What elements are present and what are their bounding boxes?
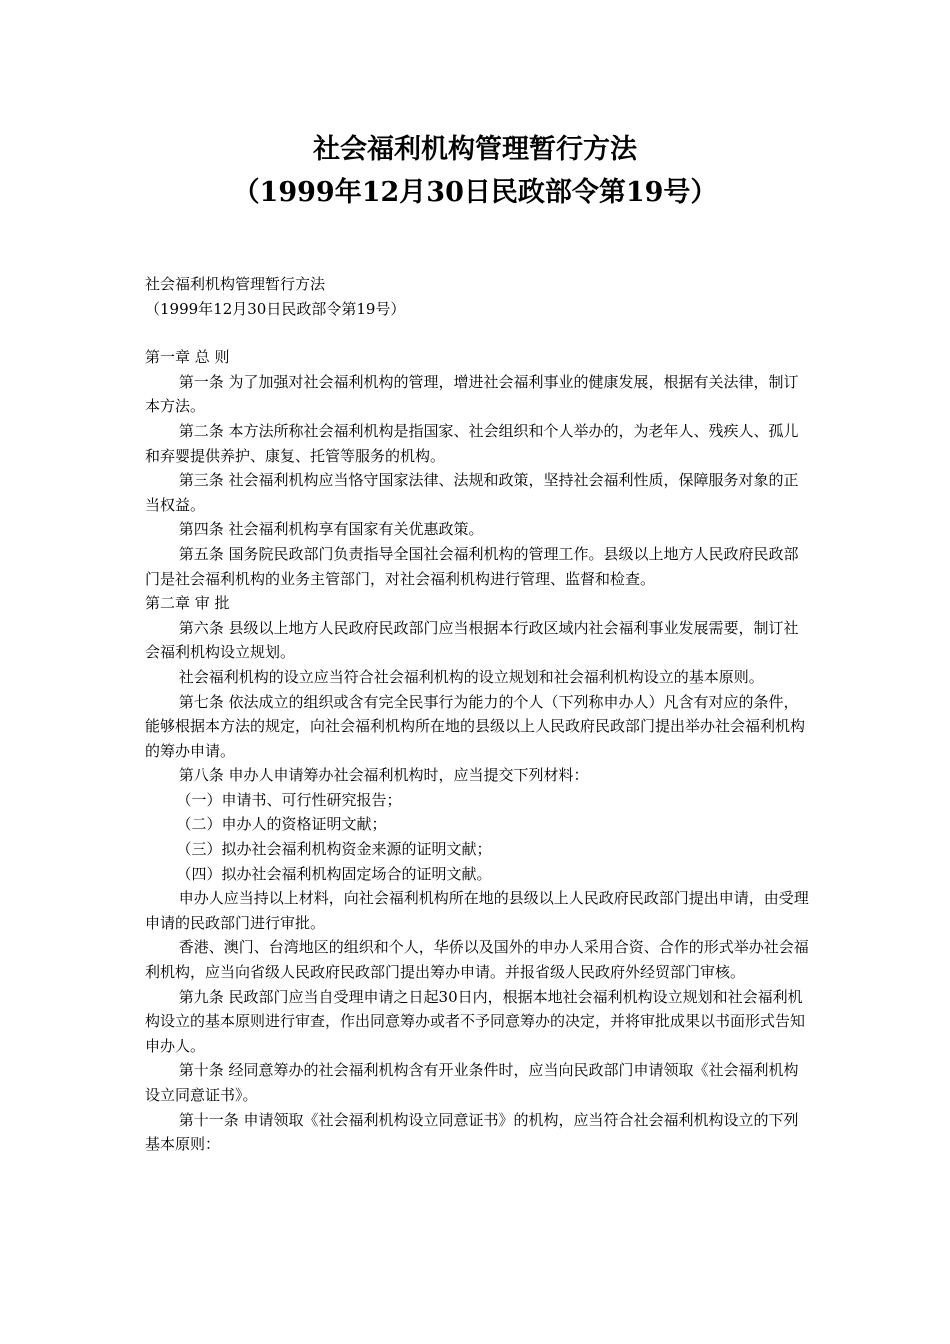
document-title: 社会福利机构管理暂行方法 — [313, 134, 637, 165]
article-2: 第二条 本方法所称社会福利机构是指国家、社会组织和个人举办的，为老年人、残疾人、孤儿和弃婴提供养护、康复、托管等服务的机构。 — [145, 421, 799, 465]
article-10: 第十条 经同意筹办的社会福利机构含有开业条件时，应当向民政部门申请领取《社会福利机构设立同意证书》。 — [145, 1061, 799, 1104]
article-7: 第七条 依法成立的组织或含有完全民事行为能力的个人（下列称申办人）凡含有对应的条件，能够根据本方法的规定，向社会福利机构所在地的县级以上人民政府民政部门提出举办社会福利机构的筹办申请。 — [145, 692, 806, 760]
intro-subtitle: （1999年12月30日民政部令第19号） — [145, 299, 406, 318]
article-9: 第九条 民政部门应当自受理申请之日起30日内，根据本地社会福利机构设立规划和社会福利机构设立的基本原则进行审查，作出同意筹办或者不予同意筹办的决定，并将审批成果以书面形式告知申办人。 — [145, 987, 806, 1055]
article-4: 第四条 社会福利机构享有国家有关优惠政策。 — [178, 520, 484, 539]
article-8-paragraph-2: 申办人应当持以上材料，向社会福利机构所在地的县级以上人民政府民政部门提出申请，由受理申请的民政部门进行审批。 — [145, 889, 809, 932]
paragraph-spacer — [145, 321, 813, 345]
article-6: 第六条 县级以上地方人民政府民政部门应当根据本行政区域内社会福利事业发展需要，制订社会福利机构设立规划。 — [145, 618, 799, 662]
chapter-1-heading: 第一章 总 则 — [145, 348, 230, 367]
article-8: 第八条 申办人申请筹办社会福利机构时，应当提交下列材料： — [178, 766, 589, 785]
article-8-item: （三）拟办社会福利机构资金来源的证明文献； — [176, 840, 492, 859]
article-3: 第三条 社会福利机构应当恪守国家法律、法规和政策，坚持社会福利性质，保障服务对象的正当权益。 — [145, 471, 799, 514]
article-8-item: （四）拟办社会福利机构固定场合的证明文献。 — [176, 864, 492, 883]
article-1: 第一条 为了加强对社会福利机构的管理，增进社会福利事业的健康发展，根据有关法律，制订本方法。 — [145, 372, 799, 416]
article-11: 第十一条 申请领取《社会福利机构设立同意证书》的机构，应当符合社会福利机构设立的下列基本原则： — [145, 1110, 799, 1154]
article-5: 第五条 国务院民政部门负责指导全国社会福利机构的管理工作。县级以上地方人民政府民政部门是社会福利机构的业务主管部门，对社会福利机构进行管理、监督和检查。 — [145, 544, 799, 588]
document-body — [145, 272, 813, 1157]
document-subtitle: （1999年12月30日民政部令第19号） — [232, 177, 718, 208]
article-6-paragraph-2: 社会福利机构的设立应当符合社会福利机构的设立规划和社会福利机构设立的基本原则。 — [178, 667, 764, 686]
chapter-2-heading: 第二章 审 批 — [145, 594, 230, 613]
document-header — [0, 128, 950, 214]
article-8-item: （二）申办人的资格证明文献； — [176, 815, 387, 834]
intro-title: 社会福利机构管理暂行方法 — [145, 275, 326, 293]
article-8-item: （一）申请书、可行性研究报告； — [176, 790, 402, 809]
article-8-paragraph-3: 香港、澳门、台湾地区的组织和个人，华侨以及国外的申办人采用合资、合作的形式举办社会福利机构，应当向省级人民政府民政部门提出筹办申请。并报省级人民政府外经贸部门审核。 — [145, 938, 809, 982]
